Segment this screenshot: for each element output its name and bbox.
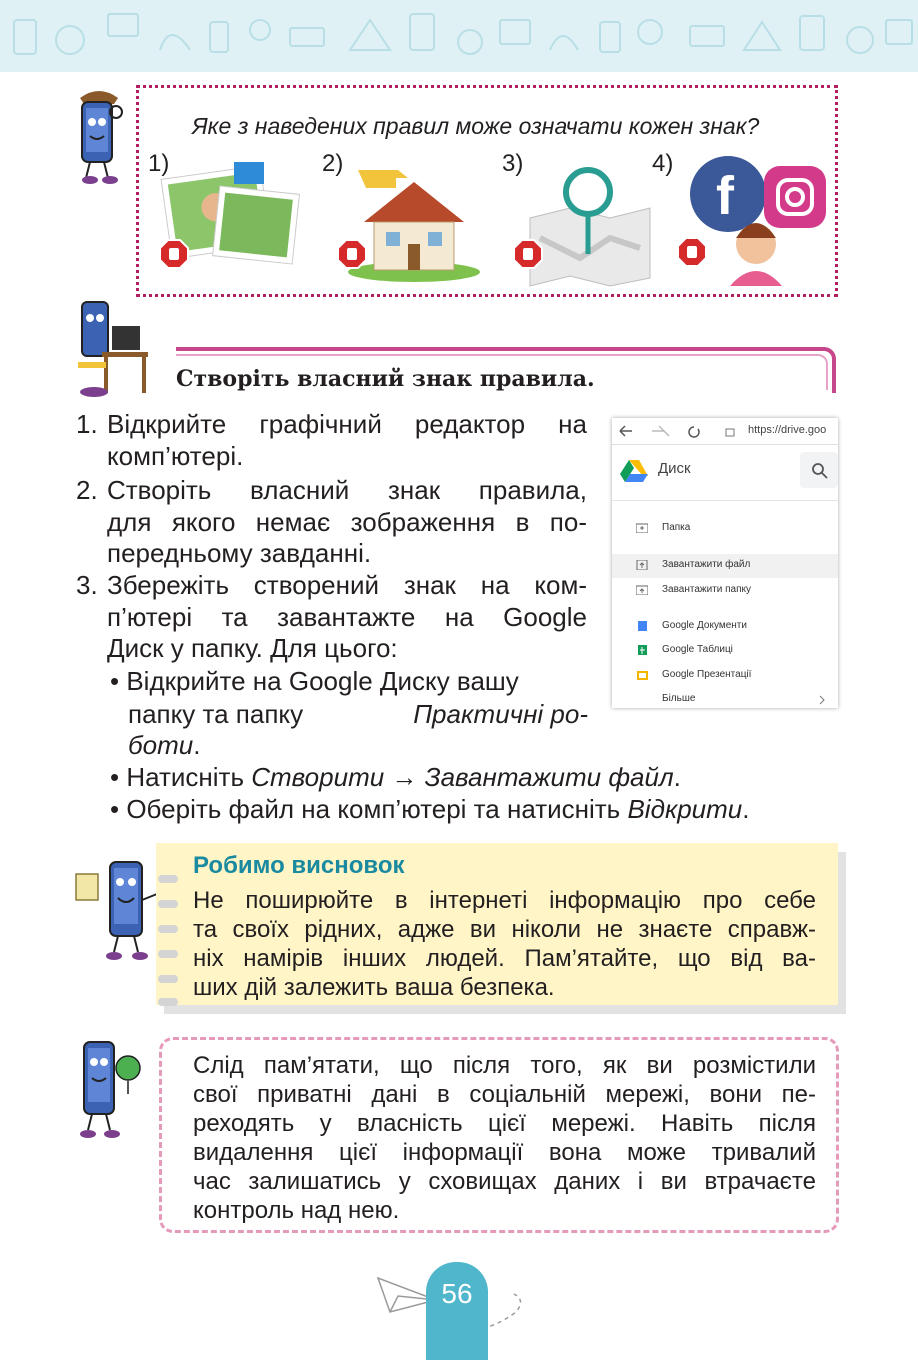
note-line: видалення цієї інформації вона може тривалий [193,1139,816,1166]
photos-stop-sign-picture [156,150,306,285]
spiral-ring [158,925,178,933]
menu-item-google-docs[interactable]: Google Документи [662,620,747,631]
spiral-ring [158,975,178,983]
menu-item-google-sheets[interactable]: Google Таблиці [662,644,733,655]
new-folder-icon [636,523,648,533]
social-networks-stop-sign-picture [674,150,832,286]
step-2-number: 2. [76,475,98,505]
note-text [193,1051,816,1225]
bullet-1-line-2: папку та папку Практичні ро- [128,699,588,729]
detective-phone-mascot [72,84,126,186]
section-heading: Створіть власний знак правила. [176,366,595,392]
step-1-line-2: комп’ютері. [107,441,244,471]
google-docs-icon [636,621,648,631]
menu-item-more[interactable]: Більше [662,693,696,704]
home-address-stop-sign-picture [334,152,484,287]
bullet-1-line-3: боти. [128,730,201,760]
conclusion-line: Не поширюйте в інтернеті інформацію про себе [193,887,816,914]
bullet-1-line-1: • Відкрийте на Google Диску вашу [110,666,519,696]
step-3-line-3: Диск у папку. Для цього: [107,633,398,663]
lock-icon [726,429,734,436]
spiral-ring [158,950,178,958]
google-slides-icon [636,670,648,680]
conclusion-title: Робимо висновок [193,852,405,879]
item-number-1: 1) [148,150,170,177]
spiral-ring [158,875,178,883]
item-number-2: 2) [322,150,344,177]
browser-toolbar [612,418,838,445]
gadgets-pattern [0,0,918,72]
menu-item-upload-file[interactable]: Завантажити файл [662,559,751,570]
step-1-line-1: Відкрийте графічний редактор на [107,409,587,439]
conclusion-text [193,886,816,1002]
note-line: час залишатись у сховищах даних і ви втрачаєте [193,1168,816,1195]
step-3-number: 3. [76,570,98,600]
menu-item-upload-folder[interactable]: Завантажити папку [662,584,752,595]
phone-with-globe-mascot [74,1038,144,1142]
task-question: Яке з наведених правил може означати кожен знак? [192,113,760,139]
search-button[interactable] [800,452,838,488]
page-number-tab [426,1262,488,1360]
note-line: свої приватні дані в соціальній мережі, вони пе- [193,1081,816,1108]
divider [612,500,838,501]
reload-icon[interactable] [689,427,699,437]
drive-title: Диск [658,460,691,477]
back-arrow-icon[interactable] [620,426,632,436]
item-number-4: 4) [652,150,674,177]
forward-arrow-icon[interactable] [652,426,669,436]
item-number-3: 3) [502,150,524,177]
upload-folder-icon [636,585,648,595]
note-line: реходять у власність цієї мережі. Навіть після [193,1110,816,1137]
bullet-2: • Натисніть Створити → Завантажити файл. [110,762,681,792]
menu-item-google-slides[interactable]: Google Презентації [662,669,752,680]
conclusion-line: ніх намірів інших людей. Пам’ятайте, що від ва- [193,945,816,972]
note-line: контроль над нею. [193,1197,400,1224]
google-drive-screenshot [612,418,838,708]
step-3-line-1: Збережіть створений знак на ком- [107,570,587,600]
map-location-stop-sign-picture [510,158,660,288]
decorative-header-band [0,0,918,72]
svg-text:f: f [716,166,734,226]
conclusion-line: та своїх рідних, адже ви ніколи не знаєте справж- [193,916,816,943]
note-line: Слід пам’ятати, що після того, як ви розмістили [193,1052,816,1079]
google-drive-logo-icon [620,458,648,482]
step-2-line-1: Створіть власний знак правила, [107,475,587,505]
search-icon [810,461,830,481]
spiral-ring [158,900,178,908]
bullet-3: • Оберіть файл на комп’ютері та натисніть Відкрити. [110,794,750,824]
conclusion-line: ших дій залежить ваша безпека. [193,974,555,1001]
step-1-number: 1. [76,409,98,439]
address-bar-url[interactable]: https://drive.goo [748,424,827,436]
spiral-ring [158,998,178,1006]
chevron-right-icon [818,695,826,705]
menu-item-folder[interactable]: Папка [662,522,691,533]
upload-file-icon [636,560,648,570]
step-3-line-2: п’ютері та завантажте на Google [107,602,587,632]
google-sheets-icon [636,645,648,655]
step-2-line-2: для якого немає зображення в по- [107,507,587,537]
step-2-line-3: передньому завданні. [107,538,372,568]
page-number: 56 [441,1278,473,1309]
phone-at-computer-mascot [72,296,152,400]
